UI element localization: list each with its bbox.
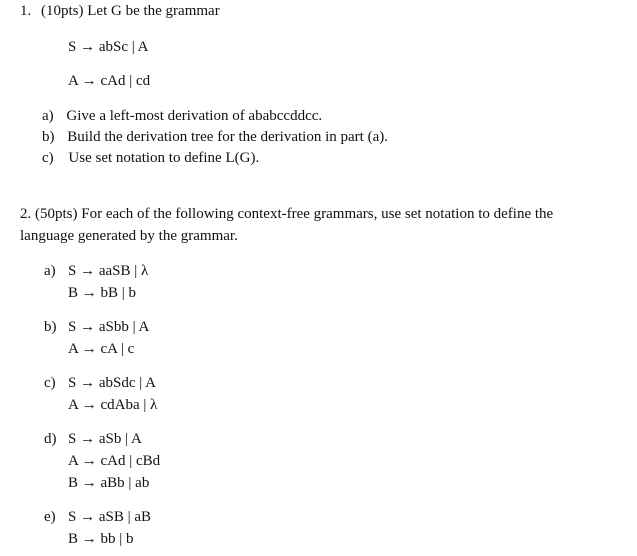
q2-grammar-a-label: a) — [44, 263, 56, 279]
q1-part-b-text: Build the derivation tree for the derivation in part (a). — [67, 129, 388, 145]
q1-part-a — [42, 107, 322, 125]
q2-grammar-d-rule-2: A → cAd | cBd — [68, 453, 161, 469]
q2-grammar-d-rule-1: S → aSb | A — [68, 431, 142, 447]
q2-grammar-e-rule-2: B → bb | b — [68, 531, 134, 547]
q2-grammar-a-rule-2: B → bB | b — [68, 285, 137, 301]
q2-grammar-c-rule-2: A → cdAba | λ — [68, 397, 158, 413]
q2-grammar-a-rule-1: S → aaSB | λ — [68, 263, 149, 279]
q1-rule-s: S → abSc | A — [68, 39, 149, 55]
q1-part-a-label: a) — [42, 108, 54, 124]
q2-grammar-e-rule-1: S → aSB | aB — [68, 509, 152, 525]
q1-number: 1. — [20, 3, 32, 19]
q1-part-b-label: b) — [42, 129, 55, 145]
q2-grammar-c-label: c) — [44, 375, 56, 391]
q2-grammar-c-rule-1: S → abSdc | A — [68, 375, 157, 391]
q2-grammar-d-rule-3: B → aBb | ab — [68, 475, 150, 491]
q2-grammar-b-label: b) — [44, 319, 57, 335]
q2-header-line1: 2. (50pts) For each of the following context-free grammars, use set notation to define the — [20, 206, 554, 222]
q1-part-c-label: c) — [42, 150, 54, 166]
q2-grammar-d-label: d) — [44, 431, 57, 447]
q2-grammar-e-label: e) — [44, 509, 56, 525]
q1-header — [20, 2, 220, 20]
q1-part-c — [42, 149, 259, 167]
q2-header-line2: language generated by the grammar. — [20, 228, 238, 244]
q2-grammar-b-rule-2: A → cA | c — [68, 341, 135, 357]
q1-part-a-text: Give a left-most derivation of ababccddcc. — [66, 108, 323, 124]
q1-part-b — [42, 128, 388, 146]
q1-part-c-text: Use set notation to define L(G). — [68, 150, 260, 166]
q1-rule-a: A → cAd | cd — [68, 73, 151, 89]
q1-header-text: (10pts) Let G be the grammar — [41, 3, 220, 19]
q2-grammar-b-rule-1: S → aSbb | A — [68, 319, 150, 335]
